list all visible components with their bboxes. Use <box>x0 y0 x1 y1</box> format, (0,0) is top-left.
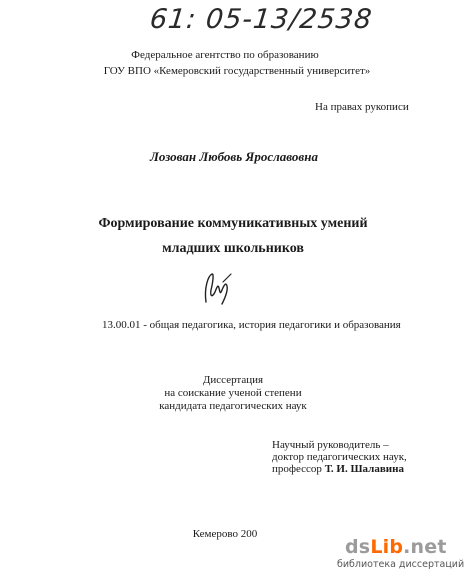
supervisor-title: профессор <box>272 463 325 475</box>
dslib-subtitle: библиотека диссертаций <box>337 559 464 570</box>
degree-line: на соискание ученой степени <box>164 387 302 399</box>
organization-agency: Федеральное агентство по образованию <box>131 49 319 61</box>
dslib-watermark[interactable] <box>337 536 464 582</box>
supervisor-degree: доктор педагогических наук, <box>272 451 407 463</box>
city-year: Кемерово 200 <box>192 528 258 540</box>
author-name: Лозован Любовь Ярославовна <box>150 149 318 164</box>
supervisor-label: Научный руководитель – <box>272 439 389 451</box>
rights-note: На правах рукописи <box>315 101 409 113</box>
handwritten-catalog-number: 61: 05-13/2538 <box>148 4 374 35</box>
thesis-title-line2: младших школьников <box>162 241 304 256</box>
supervisor-name-line <box>272 463 404 475</box>
specialty-code: 13.00.01 - общая педагогика, история педагогики и образования <box>102 319 401 331</box>
degree-name: кандидата педагогических наук <box>159 400 307 412</box>
dslib-logo: dsLib.net <box>345 536 447 558</box>
author-signature <box>200 268 234 308</box>
thesis-title-line1: Формирование коммуникативных умений <box>98 216 368 231</box>
supervisor-name: Т. И. Шалавина <box>324 463 404 475</box>
dissertation-label: Диссертация <box>202 374 264 386</box>
organization-university: ГОУ ВПО «Кемеровский государственный университет» <box>103 65 371 77</box>
